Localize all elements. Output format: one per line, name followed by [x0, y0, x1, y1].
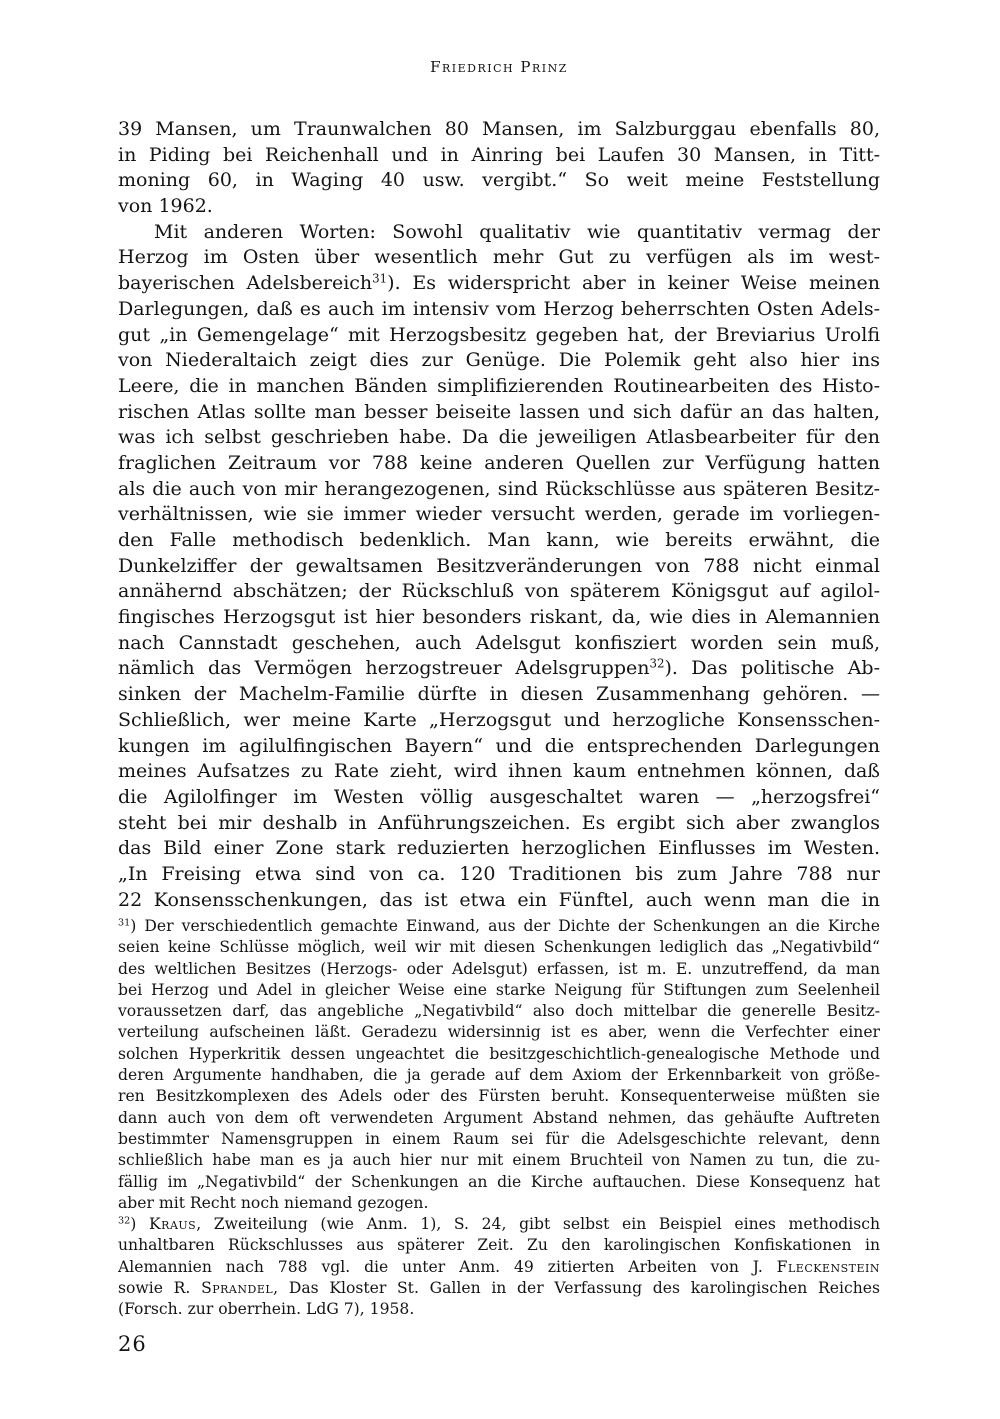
text-line: Dunkelziffer der gewaltsamen Besitzveränderungen von 788 nicht einmal [118, 554, 880, 577]
text-line: Schließlich, wer meine Karte „Herzogsgut und herzogliche Konsensschen- [118, 708, 880, 731]
footnote-line: seien keine Schlüsse möglich, weil wir mit diesen Schenkungen lediglich das „Negativbild“ [118, 938, 880, 957]
footnote-ref-32[interactable]: 32 [649, 656, 665, 671]
footnote-line: bei Herzog und Adel in gleicher Weise eine starke Neigung für Stiftungen zum Seelenheil [118, 980, 880, 999]
text-line: was ich selbst geschrieben habe. Da die jeweiligen Atlasbearbeiter für den [118, 426, 880, 449]
text-line: „In Freising etwa sind von ca. 120 Traditionen bis zum Jahre 788 nur [118, 862, 880, 885]
author-name: Fleckenstein [776, 1257, 880, 1276]
footnote-line: des weltlichen Besitzes (Herzogs- oder Adelsgut) erfassen, ist m. E. unzutreffend, da man [118, 959, 880, 978]
footnote-line: aber mit Recht noch niemand gezogen. [118, 1193, 429, 1212]
body-text [118, 117, 880, 913]
text-line: von Niederaltaich zeigt dies zur Genüge. Die Polemik geht also hier ins [118, 349, 880, 372]
footnotes [118, 916, 880, 1321]
text-line: fraglichen Zeitraum vor 788 keine anderen Quellen zur Verfügung hatten [118, 451, 880, 474]
text-line: 39 Mansen, um Traunwalchen 80 Mansen, im Salzburggau ebenfalls 80, [118, 118, 880, 140]
footnote-line: verteilung aufscheinen läßt. Geradezu widersinnig ist es aber, wenn die Verfechter einer [118, 1023, 880, 1042]
footnote-line: voraussetzen darf, das angebliche „Negativbild“ also doch mittelbar die generelle Besitz- [118, 1002, 880, 1021]
text-line: steht bei mir deshalb in Anführungszeichen. Es ergibt sich aber zwanglos [118, 811, 880, 834]
footnote-line: fällig im „Negativbild“ der Schenkungen an die Kirche auftauchen. Diese Konsequenz hat [118, 1172, 880, 1191]
text-line: von 1962. [118, 195, 213, 218]
author-name: Sprandel [201, 1279, 274, 1298]
page-number: 26 [118, 1332, 147, 1356]
text-line: das Bild einer Zone stark reduzierten herzoglichen Einflusses im Westen. [118, 837, 880, 860]
text-line: sinken der Machelm-Familie dürfte in diesen Zusammenhang gehören. — [118, 683, 880, 706]
footnote-line: dann auch von dem oft verwendeten Argument Abstand nehmen, das gehäufte Auftreten [118, 1108, 880, 1127]
footnote-mark-31: 31 [118, 917, 131, 929]
footnote-line: ren Besitzkomplexen des Adels oder des Fürsten beruht. Konsequenterweise müßten sie [118, 1087, 880, 1106]
author-name: Kraus [149, 1215, 197, 1234]
text-line: Leere, die in manchen Bänden simplifizierenden Routinearbeiten des Histo- [118, 374, 880, 397]
text-line: rischen Atlas sollte man besser beiseite lassen und sich dafür an das halten, [118, 400, 880, 423]
footnote-line: sowie R. Sprandel, Das Kloster St. Gallen in der Verfassung des karolingischen Reiches [118, 1279, 880, 1298]
text-line: kungen im agilulfingischen Bayern“ und die entsprechenden Darlegungen [118, 734, 880, 757]
text-line: 22 Konsensschenkungen, das ist etwa ein Fünftel, auch wenn man die in [118, 888, 880, 911]
text-line: verhältnissen, wie sie immer wieder versucht werden, gerade im vorliegen- [118, 503, 880, 526]
footnote-mark-32: 32 [118, 1215, 131, 1227]
paragraph-first-line: Mit anderen Worten: Sowohl qualitativ wie quantitativ vermag der [154, 220, 880, 243]
text-line: den Falle methodisch bedenklich. Man kann, wie bereits erwähnt, die [118, 529, 880, 551]
footnote-line: schließlich habe man es ja auch hier nur mit einem Bruchteil von Namen zu tun, die zu- [118, 1151, 880, 1170]
text-line: meines Aufsatzes zu Rate zieht, wird ihnen kaum entnehmen können, daß [118, 760, 880, 783]
footnote-32-first-line: $^{32}$) Kraus, Zweiteilung (wie Anm. 1), S. 24, gibt selbst ein Beispiel eines methodisch [118, 1215, 880, 1234]
text-line: Darlegungen, daß es auch im intensiv vom Herzog beherrschten Osten Adels- [118, 297, 880, 320]
text-line: nämlich das Vermögen herzogstreuer Adelsgruppen$^{32}$). Das politische Ab- [118, 656, 880, 680]
text-line: gut „in Gemengelage“ mit Herzogsbesitz gegeben hat, der Breviarius Urolfi [118, 323, 880, 346]
footnote-ref-31[interactable]: 31 [372, 271, 388, 286]
text-line: fingisches Herzogsgut ist hier besonders riskant, da, wie dies in Alemannien [118, 606, 880, 629]
footnote-line: Alemannien nach 788 vgl. die unter Anm. 49 zitierten Arbeiten von J. Fleckenstein [118, 1257, 880, 1276]
text-line: als die auch von mir herangezogenen, sind Rückschlüsse aus späteren Besitz- [118, 477, 880, 500]
footnote-31-first-line: $^{31}$) Der verschiedentlich gemachte Einwand, aus der Dichte der Schenkungen an die Kirche [118, 917, 880, 935]
footnote-line: bestimmter Namensgruppen in einem Raum sei für die Adelsgeschichte relevant, denn [118, 1129, 880, 1148]
text-line: Herzog im Osten über wesentlich mehr Gut zu verfügen als im west- [118, 246, 880, 269]
text-line: moning 60, in Waging 40 usw. vergibt.“ So weit meine Feststellung [118, 169, 880, 192]
footnote-line: (Forsch. zur oberrhein. LdG 7), 1958. [118, 1300, 415, 1319]
text-line: bayerischen Adelsbereich$^{31}$). Es widerspricht aber in keiner Weise meinen [118, 271, 880, 295]
text-line: annähernd abschätzen; der Rückschluß von späterem Königsgut auf agilol- [118, 580, 880, 603]
text-line: die Agilolfinger im Westen völlig ausgeschaltet waren — „herzogsfrei“ [118, 785, 880, 808]
footnote-line: solchen Hyperkritik dessen ungeachtet die besitzgeschichtlich-genealogische Methode und [118, 1044, 880, 1063]
running-header: Friedrich Prinz [430, 58, 568, 76]
footnote-line: deren Argumente handhaben, die ja gerade auf dem Axiom der Erkennbarkeit von größe- [118, 1066, 880, 1085]
footnote-line: unhaltbaren Rückschlusses aus späterer Zeit. Zu den karolingischen Konfiskationen in [118, 1236, 880, 1255]
text-line: nach Cannstadt geschehen, auch Adelsgut konfisziert worden sein muß, [118, 631, 880, 654]
text-line: in Piding bei Reichenhall und in Ainring bei Laufen 30 Mansen, in Titt- [118, 143, 880, 166]
